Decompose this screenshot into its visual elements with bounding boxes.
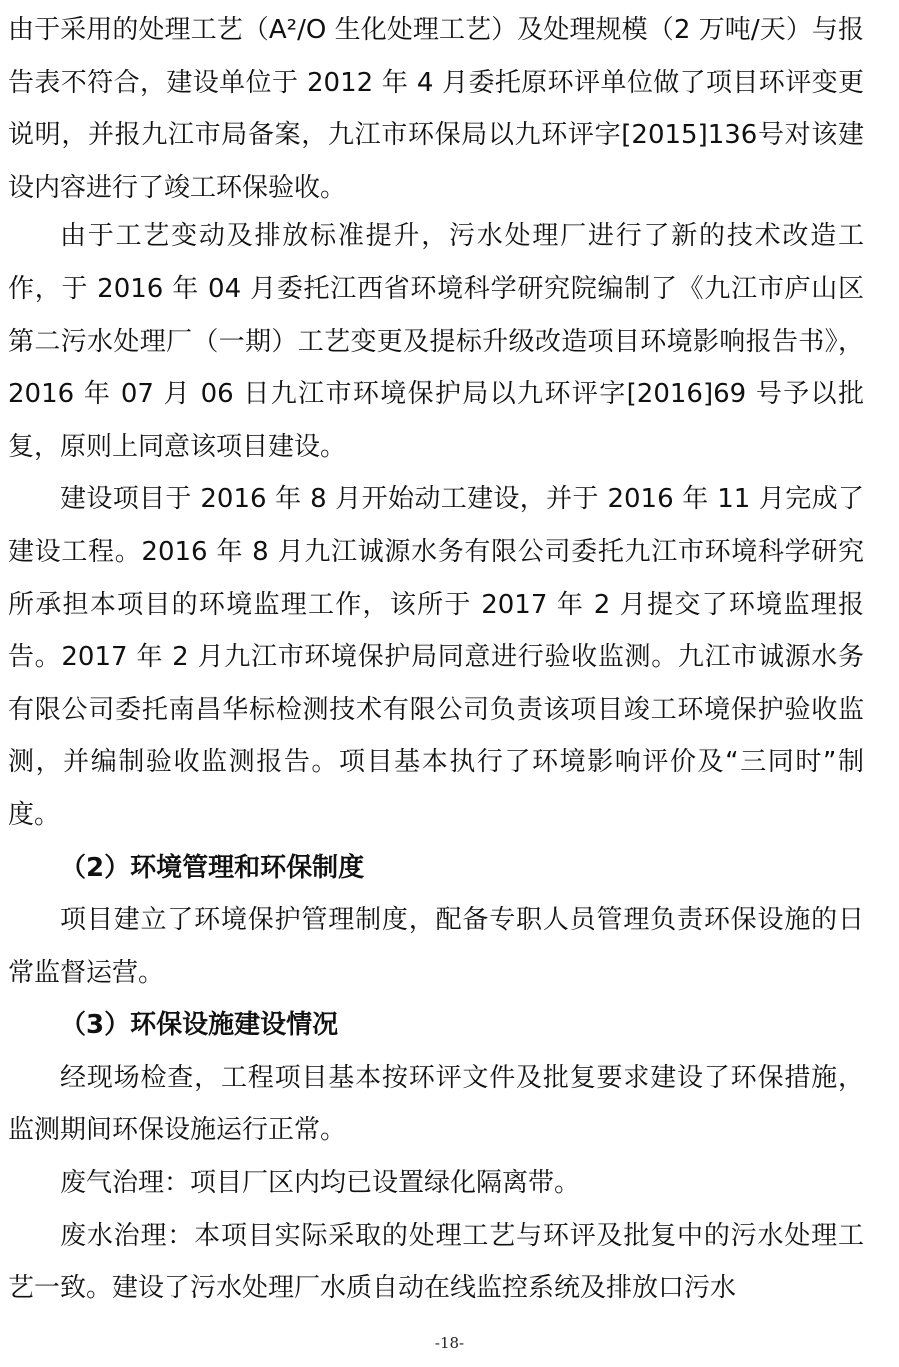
paragraph-management-system: 项目建立了环境保护管理制度，配备专职人员管理负责环保设施的日常监督运营。 [8,905,864,988]
paragraph-site-inspection: 经现场检查，工程项目基本按环评文件及批复要求建设了环保措施，监测期间环保设施运行正常。 [8,1062,864,1146]
paragraph-process-change: 由于采用的处理工艺（A²/O 生化处理工艺）及处理规模（2 万吨/天）与报告表不符合，建设单位于 2012 年 4 月委托原环评单位做了项目环评变更说明，并报九江市局备案，九江市环保局以九环评字[2015]136号对该建设内容进行了竣工环保验收。 [8,15,864,203]
page-number: -18- [434,1334,465,1352]
page-body [8,0,864,1315]
paragraph-exhaust-treatment: 废气治理：项目厂区内均已设置绿化隔离带。 [60,1168,581,1199]
paragraph-construction-timeline: 建设项目于 2016 年 8 月开始动工建设，并于 2016 年 11 月完成了建设工程。2016 年 8 月九江诚源水务有限公司委托九江市环境科学研究所承担本项目的环境监理工作，该所于 2017 年 2 月提交了环境监理报告。2017 年 2 月九江市环境保护局同意进行验收监测。九江市诚源水务有限公司委托南昌华标检测技术有限公司负责该项目竣工环境保护验收监测，并编制验收监测报告。项目基本执行了环境影响评价及“三同时”制度。 [8,484,864,830]
paragraph-technical-upgrade: 由于工艺变动及排放标准提升，污水处理厂进行了新的技术改造工作，于 2016 年 04 月委托江西省环境科学研究院编制了《九江市庐山区第二污水处理厂（一期）工艺变更及提标升级改造项目环境影响报告书》，2016 年 07 月 06 日九江市环境保护局以九环评字[2016]69 号予以批复，原则上同意该项目建设。 [8,221,864,462]
section-heading-facilities: （3）环保设施建设情况 [60,1010,339,1041]
paragraph-wastewater-treatment: 废水治理：本项目实际采取的处理工艺与环评及批复中的污水处理工艺一致。建设了污水处理厂水质自动在线监控系统及排放口污水 [8,1220,864,1304]
section-heading-management: （2）环境管理和环保制度 [60,852,365,883]
